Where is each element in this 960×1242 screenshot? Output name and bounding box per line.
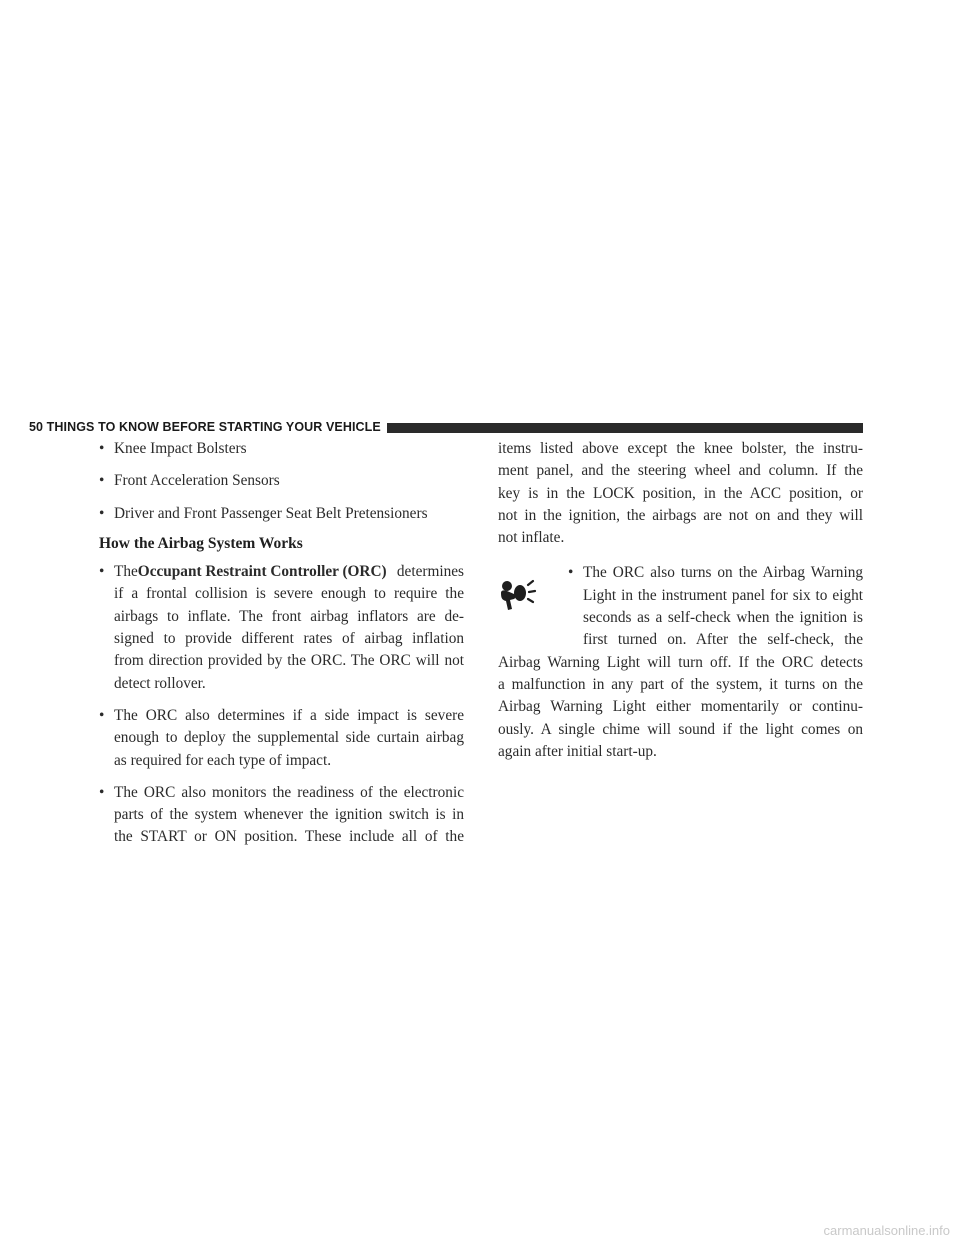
left-column	[99, 438, 464, 849]
paragraph: items listed above except the knee bolster, the instru- ment panel, and the steering wheel and column. If the key is in the LOCK position, in the ACC position, or not in the ignition, the airbags are not on and they will not inflate.	[498, 440, 863, 547]
paragraph: Airbag Warning Light will turn off. If the ORC detects a malfunction in any part of the system, it turns on the Airbag Warning Light either momentarily or continu- ously. A single chime will sound if the light comes on again after initial start-up.	[498, 653, 863, 760]
list-item: • Front Acceleration Sensors	[99, 472, 280, 490]
list-item: • TheOccupant Restraint Controller (ORC) determines if a frontal collision is severe enough to require the airbags to inflate. The front airbag inflators are de- signed to provide different rates of airbag inflation from direction provided by the ORC. The ORC will not detect rollover.	[99, 563, 464, 692]
header-rule	[387, 423, 863, 433]
watermark: carmanualsonline.info	[823, 1223, 950, 1238]
list-item: • The ORC also determines if a side impact is severe enough to deploy the supplemental side curtain airbag as required for each type of impact.	[99, 706, 464, 769]
warning-light-item	[498, 562, 863, 651]
list-item: • The ORC also turns on the Airbag Warning Light in the instrument panel for six to eight seconds as a self-check when the ignition is first turned on. After the self-check, the	[568, 564, 863, 649]
orc-term: Occupant Restraint Controller (ORC)	[137, 563, 387, 581]
list-item: • Driver and Front Passenger Seat Belt Pretensioners	[99, 504, 428, 522]
list-item: • Knee Impact Bolsters	[99, 440, 247, 457]
section-heading: How the Airbag System Works	[99, 534, 303, 552]
airbag-warning-icon	[498, 578, 538, 612]
page-header	[29, 419, 863, 435]
list-item: • The ORC also monitors the readiness of the electronic parts of the system whenever the ignition switch is in the START or ON position. These include all of the	[99, 783, 464, 846]
right-column	[498, 438, 863, 763]
airbag-warning-icon	[498, 562, 568, 619]
header-title: 50 THINGS TO KNOW BEFORE STARTING YOUR VEHICLE	[29, 420, 381, 434]
